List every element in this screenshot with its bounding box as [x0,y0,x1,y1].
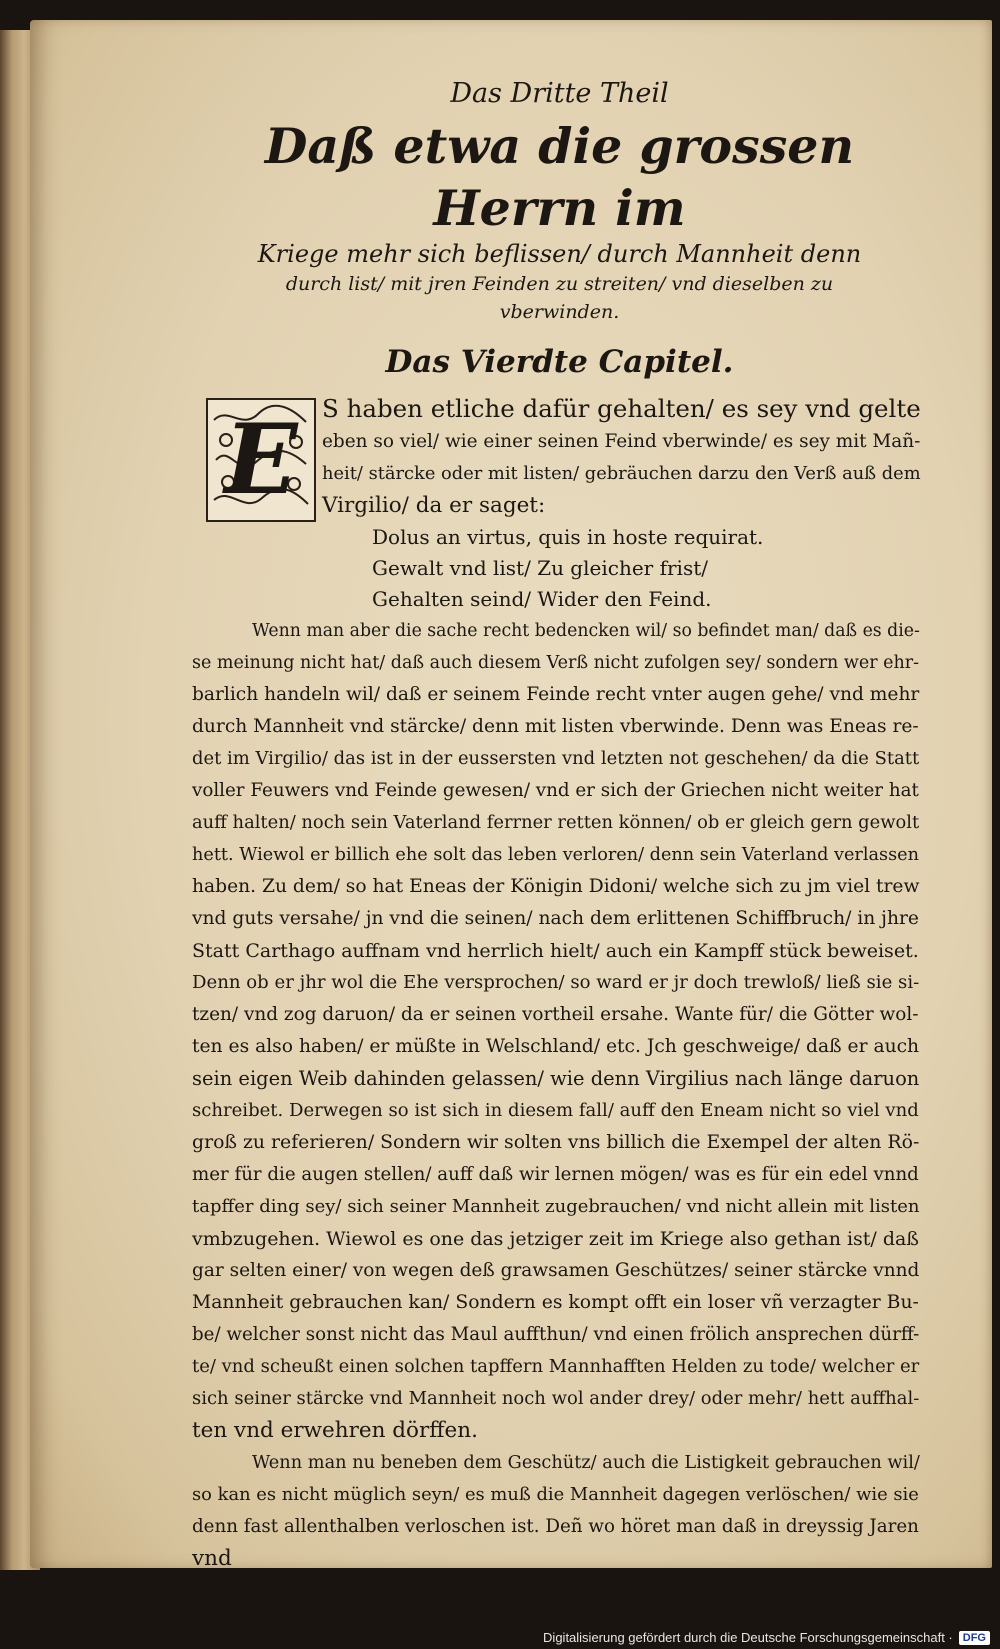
text-line: heit/ stärcke oder mit listen/ gebräuchen darzu den Verß auß dem [322,463,921,484]
title-main: Daß etwa die grossen Herrn im [264,117,855,237]
text-line: denn fast allenthalben verloschen ist. Deñ wo höret man daß in dreyssig Jaren [192,1516,919,1537]
text-line: vmbzugehen. Wiewol es one das jetziger zeit im Kriege also gethan ist/ daß [192,1228,919,1250]
text-line: hett. Wiewol er billich ehe solt das leben verloren/ denn sein Vaterland verlassen [192,845,919,865]
text-line: be/ welcher sonst nicht das Maul auffthun/ vnd einen frölich ansprechen dürff- [192,1324,920,1345]
text-line: auff halten/ noch sein Vaterland ferrner retten können/ ob er gleich gern gewolt [192,812,920,833]
text-line: eben so viel/ wie einer seinen Feind vberwinde/ es sey mit Mañ- [322,431,921,452]
title-line-3: durch list/ mit jren Feinden zu streiten/ vnd dieselben zu [285,273,834,295]
text-line: se meinung nicht hat/ daß auch diesem Verß nicht zufolgen sey/ sondern wer ehr- [192,653,920,673]
text-line: haben. Zu dem/ so hat Eneas der Königin Didoni/ welche sich zu jm viel trew [192,876,920,897]
text-line: so kan es nicht müglich seyn/ es muß die Mannheit dagegen verlöschen/ wie sie [192,1484,919,1505]
text-line: sich seiner stärcke vnd Mannheit noch wol ander drey/ oder mehr/ hett auffhal- [192,1388,920,1409]
text-line: tzen/ vnd zog daruon/ da er seinen vortheil ersahe. Wante für/ die Götter wol- [192,1004,919,1025]
text-line: durch Mannheit vnd stärcke/ denn mit listen vberwinde. Denn was Eneas re- [192,716,919,737]
text-line: Virgilio/ da er saget: [322,493,546,518]
initial-letter: E [224,403,298,516]
text-line: te/ vnd scheußt einen solchen tapffern Mannhafften Helden zu tode/ welcher er [192,1356,920,1377]
text-line: ten es also haben/ er müßte in Welschland/ etc. Jch geschweige/ daß er auch [192,1036,920,1057]
chapter-heading: Das Vierdte Capitel. [385,344,734,380]
text-line: det im Virgilio/ das ist in der eussersten vnd letzten not geschehen/ da die Statt [192,748,920,769]
text-line: S haben etliche dafür gehalten/ es sey vnd gelte [322,394,921,423]
text-line: vnd [192,1546,232,1571]
text-line: Mannheit gebrauchen kan/ Sondern es kompt offt ein loser vñ verzagter Bu- [192,1292,919,1313]
title-line-4: vberwinden. [499,301,620,323]
text-line: schreibet. Derwegen so ist sich in diesem fall/ auff den Eneam nicht so viel vnd [192,1100,919,1121]
text-line: voller Feuwers vnd Feinde gewesen/ vnd er sich der Griechen nicht weiter hat [192,780,919,801]
text-line: Wenn man nu beneben dem Geschütz/ auch die Listigkeit gebrauchen wil/ [252,1453,920,1473]
title-line-2: Kriege mehr sich beflissen/ durch Mannheit denn [257,240,862,268]
quote-line: Gehalten seind/ Wider den Feind. [372,587,712,611]
text-line: vnd guts versahe/ jn vnd die seinen/ nach dem erlittenen Schiffbruch/ in jhre [192,908,919,929]
body-paragraph-2 [192,1447,927,1575]
running-head: Das Dritte Theil [450,78,669,109]
text-line: mer für die augen stellen/ auff daß wir lernen mögen/ was es für ein edel vnnd [192,1164,919,1185]
opening-paragraph [192,392,927,615]
quote-line: Dolus an virtus, quis in hoste requirat. [372,525,764,549]
text-line: tapffer ding sey/ sich seiner Mannheit zugebrauchen/ vnd nicht allein mit listen [192,1196,920,1217]
text-line: Statt Carthago auffnam vnd herrlich hielt/ auch ein Kampff stück beweiset. [192,940,919,962]
text-line: ten vnd erwehren dörffen. [192,1418,478,1443]
quote-line: Gewalt vnd list/ Zu gleicher frist/ [372,556,708,580]
text-line: barlich handeln wil/ daß er seinem Feinde recht vnter augen gehe/ vnd mehr [192,684,920,705]
text-line: gar selten einer/ von wegen deß grawsamen Geschützes/ seiner stärcke vnnd [192,1260,920,1281]
page-text [192,78,927,1575]
dfg-logo: DFG [959,1631,990,1645]
text-line: Denn ob er jhr wol die Ehe versprochen/ so ward er jr doch trewloß/ ließ sie si- [192,972,920,993]
text-line: groß zu referieren/ Sondern wir solten vns billich die Exempel der alten Rö- [192,1132,920,1153]
text-line: sein eigen Weib dahinden gelassen/ wie denn Virgilius nach länge daruon [192,1067,920,1090]
footer-text: Digitalisierung gefördert durch die Deutsche Forschungsgemeinschaft · [543,1630,953,1645]
text-line: Wenn man aber die sache recht bedencken wil/ so befindet man/ daß es die- [252,621,920,641]
body-paragraph [192,615,927,1447]
decorated-initial [206,398,316,522]
footer-credit [543,1630,990,1645]
